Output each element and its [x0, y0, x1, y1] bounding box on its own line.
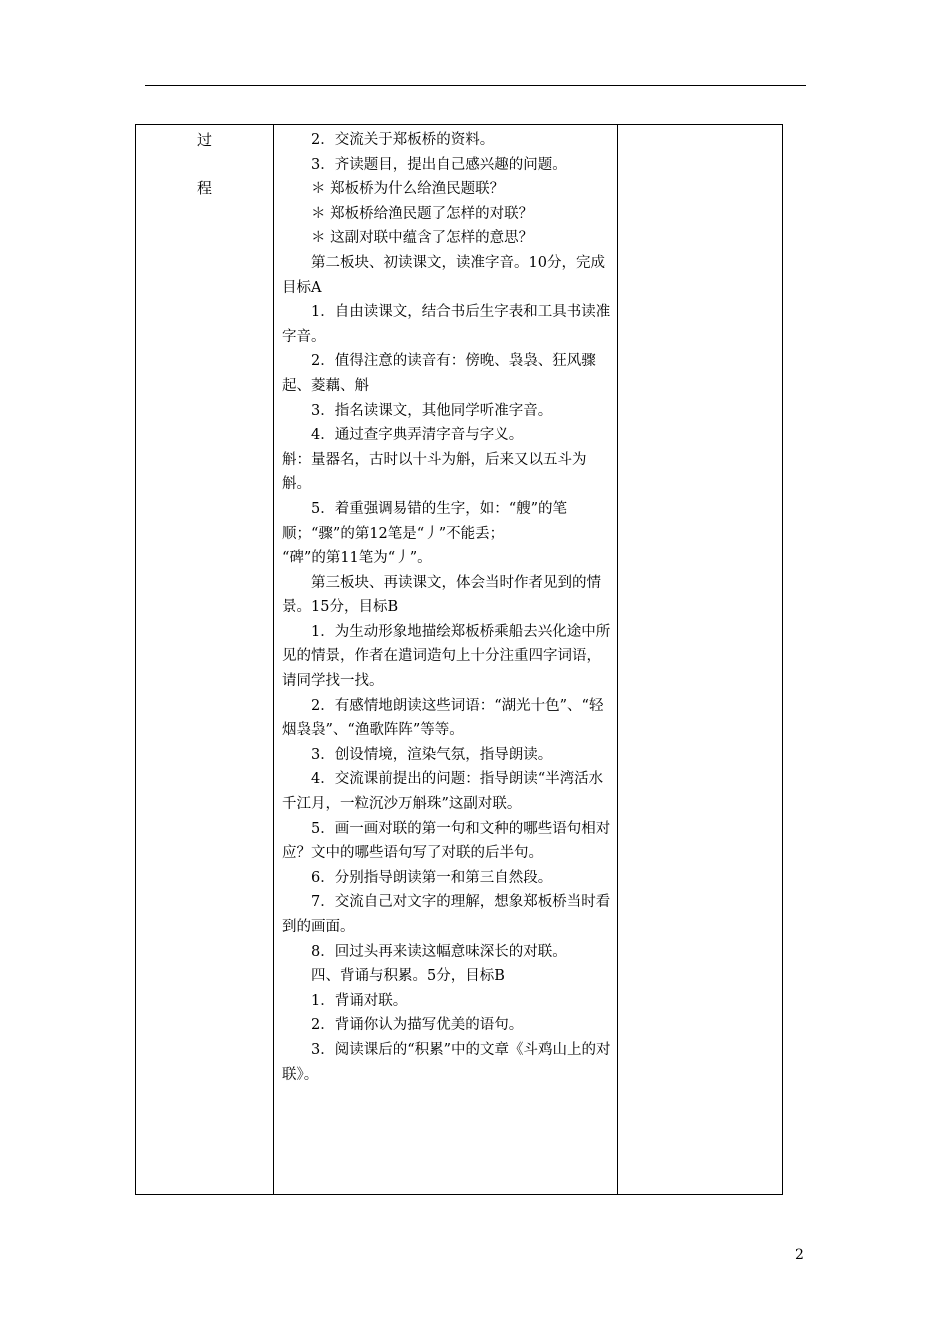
page-number: 2: [795, 1247, 804, 1263]
paragraph: 7．交流自己对文字的理解，想象郑板桥当时看到的画面。: [282, 894, 611, 935]
paragraph: “碑”的第11笔为“丿”。: [282, 550, 432, 567]
paragraph: 2．值得注意的读音有：傍晚、袅袅、狂风骤起、菱藕、斛: [282, 353, 596, 394]
paragraph: ＊ 这副对联中蕴含了怎样的意思？: [311, 230, 534, 247]
paragraph: 3．创设情境，渲染气氛，指导朗读。: [311, 746, 553, 763]
paragraph: 第三板块、再读课文，体会当时作者见到的情景。15分，目标B: [282, 574, 601, 616]
paragraph: 5．着重强调易错的生字，如：“艘”的笔顺；“骤”的第12笔是“丿”不能丢；: [282, 500, 568, 542]
paragraph: 第二板块、初读课文，读准字音。10分，完成目标A: [282, 254, 605, 296]
paragraph: 3．指名读课文，其他同学听准字音。: [311, 402, 553, 419]
lesson-content: [282, 128, 612, 1087]
paragraph: 1．背诵对联。: [311, 992, 408, 1009]
paragraph: 斛：量器名，古时以十斗为斛，后来又以五斗为斛。: [282, 451, 587, 493]
paragraph: 4．通过查字典弄清字音与字义。: [311, 427, 524, 444]
paragraph: 3．齐读题目，提出自己感兴趣的问题。: [311, 156, 567, 173]
paragraph: 4．交流课前提出的问题：指导朗读“半湾活水千江月，一粒沉沙万斛珠”这副对联。: [282, 771, 604, 813]
paragraph: 2．交流关于郑板桥的资料。: [311, 132, 495, 148]
paragraph: 2．有感情地朗读这些词语：“湖光十色”、“轻烟袅袅”、“渔歌阵阵”等等。: [282, 697, 604, 739]
paragraph: 1．为生动形象地描绘郑板桥乘船去兴化途中所见的情景，作者在遣词造句上十分注重四字词语，请同学找一找。: [282, 623, 611, 690]
paragraph: 2．背诵你认为描写优美的语句。: [311, 1017, 524, 1034]
notes-cell: [618, 125, 782, 1194]
paragraph: 1．自由读课文，结合书后生字表和工具书读准字音。: [282, 304, 611, 345]
paragraph: 3．阅读课后的“积累”中的文章《斗鸡山上的对联》。: [282, 1041, 611, 1083]
lesson-table: [135, 124, 783, 1195]
column-divider-left: [273, 125, 274, 1194]
stage-label-char: 过: [196, 131, 212, 149]
stage-label-char: 程: [196, 179, 212, 197]
paragraph: ＊ 郑板桥给渔民题了怎样的对联？: [311, 205, 534, 222]
paragraph: ＊ 郑板桥为什么给渔民题联？: [311, 181, 505, 198]
header-rule: [145, 85, 806, 86]
paragraph: 5．画一画对联的第一句和文种的哪些语句相对应？文中的哪些语句写了对联的后半句。: [282, 820, 611, 862]
paragraph: 6．分别指导朗读第一和第三自然段。: [311, 869, 553, 886]
paragraph: 四、背诵与积累。5分，目标B: [311, 968, 505, 985]
paragraph: 8．回过头再来读这幅意味深长的对联。: [311, 943, 567, 960]
